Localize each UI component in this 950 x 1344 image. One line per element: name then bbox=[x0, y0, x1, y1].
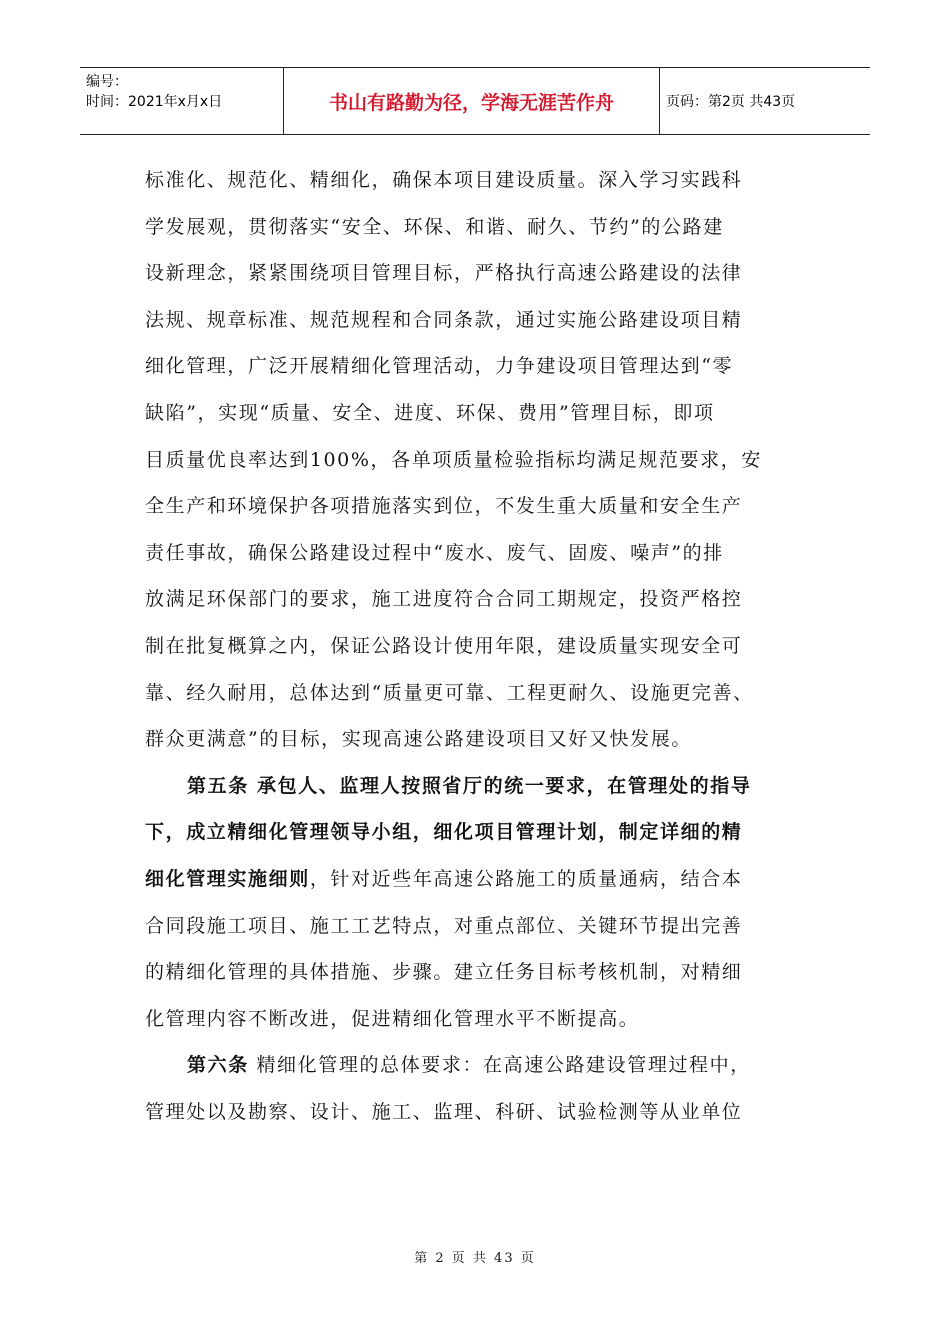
body-line: 学发展观，贯彻落实“安全、环保、和谐、耐久、节约”的公路建 bbox=[145, 215, 724, 238]
body-line: 缺陷”，实现“质量、安全、进度、环保、费用”管理目标，即项 bbox=[145, 401, 715, 424]
body-line: 制在批复概算之内，保证公路设计使用年限，建设质量实现安全可 bbox=[145, 634, 743, 657]
article-5-line: 第五条 承包人、监理人按照省厅的统一要求，在管理处的指导 bbox=[187, 774, 752, 797]
article-5-line: 化管理内容不断改进，促进精细化管理水平不断提高。 bbox=[145, 1007, 640, 1030]
article-5-text: ，针对近些年高速公路施工的质量通病，结合本 bbox=[309, 867, 743, 890]
body-line: 群众更满意”的目标，实现高速公路建设项目又好又快发展。 bbox=[145, 728, 692, 751]
document-body bbox=[145, 157, 810, 1135]
page-footer: 第 2 页 共 43 页 bbox=[414, 1251, 536, 1266]
body-line: 靠、经久耐用，总体达到“质量更可靠、工程更耐久、设施更完善、 bbox=[145, 681, 754, 704]
body-line: 责任事故，确保公路建设过程中“废水、废气、固废、噪声”的排 bbox=[145, 541, 724, 564]
header-page-number: 页码：第2页 共43页 bbox=[666, 94, 796, 110]
body-line: 全生产和环境保护各项措施落实到位，不发生重大质量和安全生产 bbox=[145, 495, 743, 518]
article-5-line: 的精细化管理的具体措施、步骤。建立任务目标考核机制，对精细 bbox=[145, 961, 743, 984]
body-line: 细化管理，广泛开展精细化管理活动，力争建设项目管理达到“零 bbox=[145, 355, 734, 378]
article-6-line bbox=[145, 1042, 810, 1089]
body-line: 法规、规章标准、规范规程和合同条款，通过实施公路建设项目精 bbox=[145, 308, 743, 331]
body-line: 标准化、规范化、精细化，确保本项目建设质量。深入学习实践科 bbox=[145, 169, 743, 191]
body-line: 目质量优良率达到100%，各单项质量检验指标均满足规范要求，安 bbox=[145, 448, 762, 471]
header-motto: 书山有路勤为径，学海无涯苦作舟 bbox=[283, 68, 660, 134]
article-5-line: 下，成立精细化管理领导小组，细化项目管理计划，制定详细的精 bbox=[145, 821, 743, 844]
doc-date-label: 时间：2021年x月x日 bbox=[86, 94, 223, 110]
article-5-bold-phrase: 细化管理实施细则 bbox=[145, 867, 310, 890]
article-6-line: 管理处以及勘察、设计、施工、监理、科研、试验检测等从业单位 bbox=[145, 1100, 743, 1123]
header-meta bbox=[80, 68, 283, 134]
article-5-line: 合同段施工项目、施工工艺特点，对重点部位、关键环节提出完善 bbox=[145, 914, 743, 937]
body-line: 放满足环保部门的要求，施工进度符合合同工期规定，投资严格控 bbox=[145, 588, 743, 611]
article-5-line bbox=[145, 856, 810, 903]
body-line: 设新理念，紧紧围绕项目管理目标，严格执行高速公路建设的法律 bbox=[145, 262, 743, 285]
article-6-title: 第六条 bbox=[187, 1054, 249, 1077]
article-6-text: 精细化管理的总体要求：在高速公路建设管理过程中， bbox=[248, 1054, 751, 1077]
doc-number-label: 编号： bbox=[86, 74, 128, 90]
page-header bbox=[80, 67, 870, 135]
